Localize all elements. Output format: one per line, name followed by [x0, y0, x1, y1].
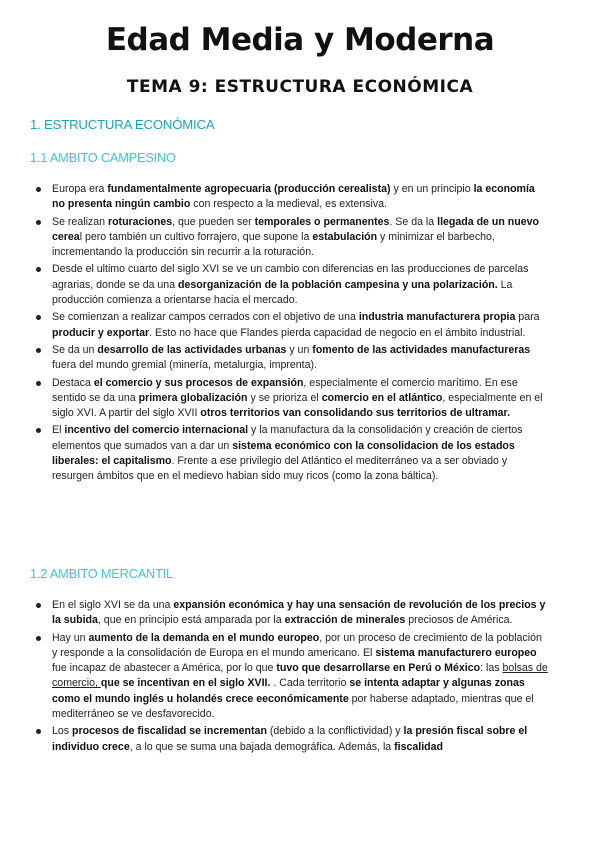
- campesino-list: [30, 182, 550, 487]
- list-item: [30, 724, 550, 755]
- subsection-heading-mercantil: 1.2 AMBITO MERCANTIL: [30, 566, 173, 581]
- list-item-text: El: [52, 424, 65, 437]
- list-item: [30, 182, 550, 213]
- list-item-text: , por un proceso de crecimiento de la población y responde a la consolidación de Europa en el mundo americano. El: [52, 631, 542, 659]
- list-item-text: y un: [286, 343, 313, 356]
- list-item: [30, 423, 550, 484]
- list-item: [30, 631, 550, 723]
- list-item-text: para: [515, 311, 540, 324]
- list-item: [30, 598, 550, 629]
- list-item-text: . Esto no hace que Flandes pierda capacidad de negocio en el ámbito industrial.: [149, 326, 526, 339]
- list-item-text: : las: [480, 662, 503, 675]
- list-item-text: , que pueden ser: [172, 215, 255, 228]
- list-item-text: otros territorios van consolidando sus territorios de ultramar.: [200, 407, 511, 420]
- list-item: [30, 215, 550, 261]
- list-item-text: que se incentivan en el siglo XVII.: [100, 677, 271, 690]
- list-item-text: Europa era: [52, 183, 108, 195]
- list-item-text: l pero también un cultivo forrajero, que supone la: [79, 230, 313, 243]
- list-item-text: sistema manufacturero europeo: [375, 646, 537, 659]
- list-item-text: incentivo del comercio internacional: [64, 424, 249, 437]
- list-item-text: el comercio y sus procesos de expansión: [93, 376, 304, 389]
- list-item: [30, 310, 550, 341]
- list-item-text: , especialmente en el siglo XVI. A partir del siglo XVII: [52, 391, 543, 420]
- list-item-text: , especialmente el comercio marítimo. En ese sentido se da una: [52, 376, 518, 404]
- list-item-text: desarrollo de las actividades urbanas: [97, 343, 287, 356]
- list-item-text: . Frente a ese privilegio del Atlántico el mediterráneo va a ser obviado y resurgen ámbitos que en el medievo habian sido muy ricos (como la zona báltica).: [52, 455, 508, 483]
- list-item-text: Se realizan: [52, 215, 108, 228]
- list-item-text: Destaca: [52, 376, 94, 389]
- list-item-text: llegada de un nuevo cerea: [52, 215, 539, 243]
- list-item-text: En el siglo XVI se da una: [52, 599, 174, 611]
- list-item-text: y en un principio: [390, 183, 474, 195]
- list-item-text: . Se da la: [389, 215, 438, 228]
- list-item-text: producir y exportar: [52, 326, 150, 339]
- list-item-text: fue incapaz de abastecer a América, por lo que: [52, 662, 277, 675]
- list-item-text: la presión fiscal sobre el individuo crece: [52, 725, 528, 753]
- list-item-text: primera globalización: [138, 391, 248, 404]
- list-item-text: extracción de minerales: [284, 614, 406, 627]
- list-item-text: desorganización de la población campesina y una polarización.: [178, 278, 498, 291]
- mercantil-list: [30, 598, 550, 757]
- list-item-text: Los: [52, 725, 73, 738]
- list-item-text: (debido a la conflictividad) y: [266, 725, 404, 738]
- list-item-text: y minimizar el barbecho, incrementando la producción sin recurrir a la roturación.: [52, 230, 495, 259]
- list-item-text: por haberse adaptado, mientras que el mediterráneo se ve desfavorecido.: [52, 692, 534, 721]
- list-item-text: estabulación: [312, 230, 378, 243]
- list-item-text: comercio en el atlántico: [321, 391, 443, 404]
- list-item-text: expansión económica y hay una sensación de revolución de los precios y la subida: [52, 599, 546, 627]
- list-item: [30, 376, 550, 422]
- list-item-text: Desde el ultimo cuarto del siglo XVI se ve un cambio con diferencias en las producciones de parcelas agrarias, donde se da una: [52, 263, 529, 291]
- list-item-text: Se da un: [52, 343, 98, 356]
- list-item-text: , que en principio está amparada por la: [97, 614, 285, 627]
- list-item-text: se intenta adaptar y algunas zonas como el mundo inglés u holandés crece eeconómicamente: [52, 677, 525, 705]
- list-item: [30, 262, 550, 308]
- list-item-text: temporales o permanentes: [254, 215, 390, 228]
- list-item-text: Hay un: [52, 631, 89, 644]
- document-title: Edad Media y Moderna: [105, 22, 495, 58]
- list-item-text: Se comienzan a realizar campos cerrados con el objetivo de una: [52, 311, 359, 324]
- list-item-text: y la manufactura da la consolidación y creación de ciertos elementos que sumados van a dar un: [52, 424, 523, 452]
- list-item-text: fundamentalmente agropecuaria (producción cerealista): [107, 183, 391, 195]
- list-item-text: fuera del mundo gremial (minería, metalurgia, imprenta).: [52, 359, 317, 372]
- list-item-text: fiscalidad: [394, 740, 444, 753]
- list-item-text: preciosos de América.: [405, 614, 513, 627]
- list-item: [30, 343, 550, 374]
- list-item-text: roturaciones: [107, 215, 173, 228]
- list-item-text: La producción comienza a orientarse hacia el mercado.: [52, 278, 513, 307]
- list-item-text: tuvo que desarrollarse en Perú o México: [276, 662, 481, 675]
- list-item-text: la economía no presenta ningún cambio: [52, 183, 535, 211]
- list-item-text: aumento de la demanda en el mundo europeo: [88, 631, 320, 644]
- list-item-text: bolsas de comercio,: [52, 662, 548, 690]
- list-item-text: . Cada territorio: [270, 677, 350, 690]
- list-item-text: y se prioriza el: [247, 391, 322, 404]
- list-item-text: industria manufacturera propia: [358, 311, 516, 324]
- document-subtitle: TEMA 9: ESTRUCTURA ECONÓMICA: [126, 77, 474, 97]
- list-item-text: sistema económico con la consolidacion de los estados liberales: el capitalismo: [52, 439, 515, 468]
- subsection-heading-campesino: 1.1 AMBITO CAMPESINO: [30, 150, 176, 165]
- list-item-text: fomento de las actividades manufactureras: [312, 343, 531, 356]
- list-item-text: , a lo que se suma una bajada demográfica. Además, la: [129, 740, 395, 753]
- section-heading-estructura: 1. ESTRUCTURA ECONÓMICA: [30, 117, 215, 132]
- list-item-text: con respecto a la medieval, es extensiva.: [190, 198, 388, 211]
- list-item-text: procesos de fiscalidad se incrementan: [72, 725, 267, 738]
